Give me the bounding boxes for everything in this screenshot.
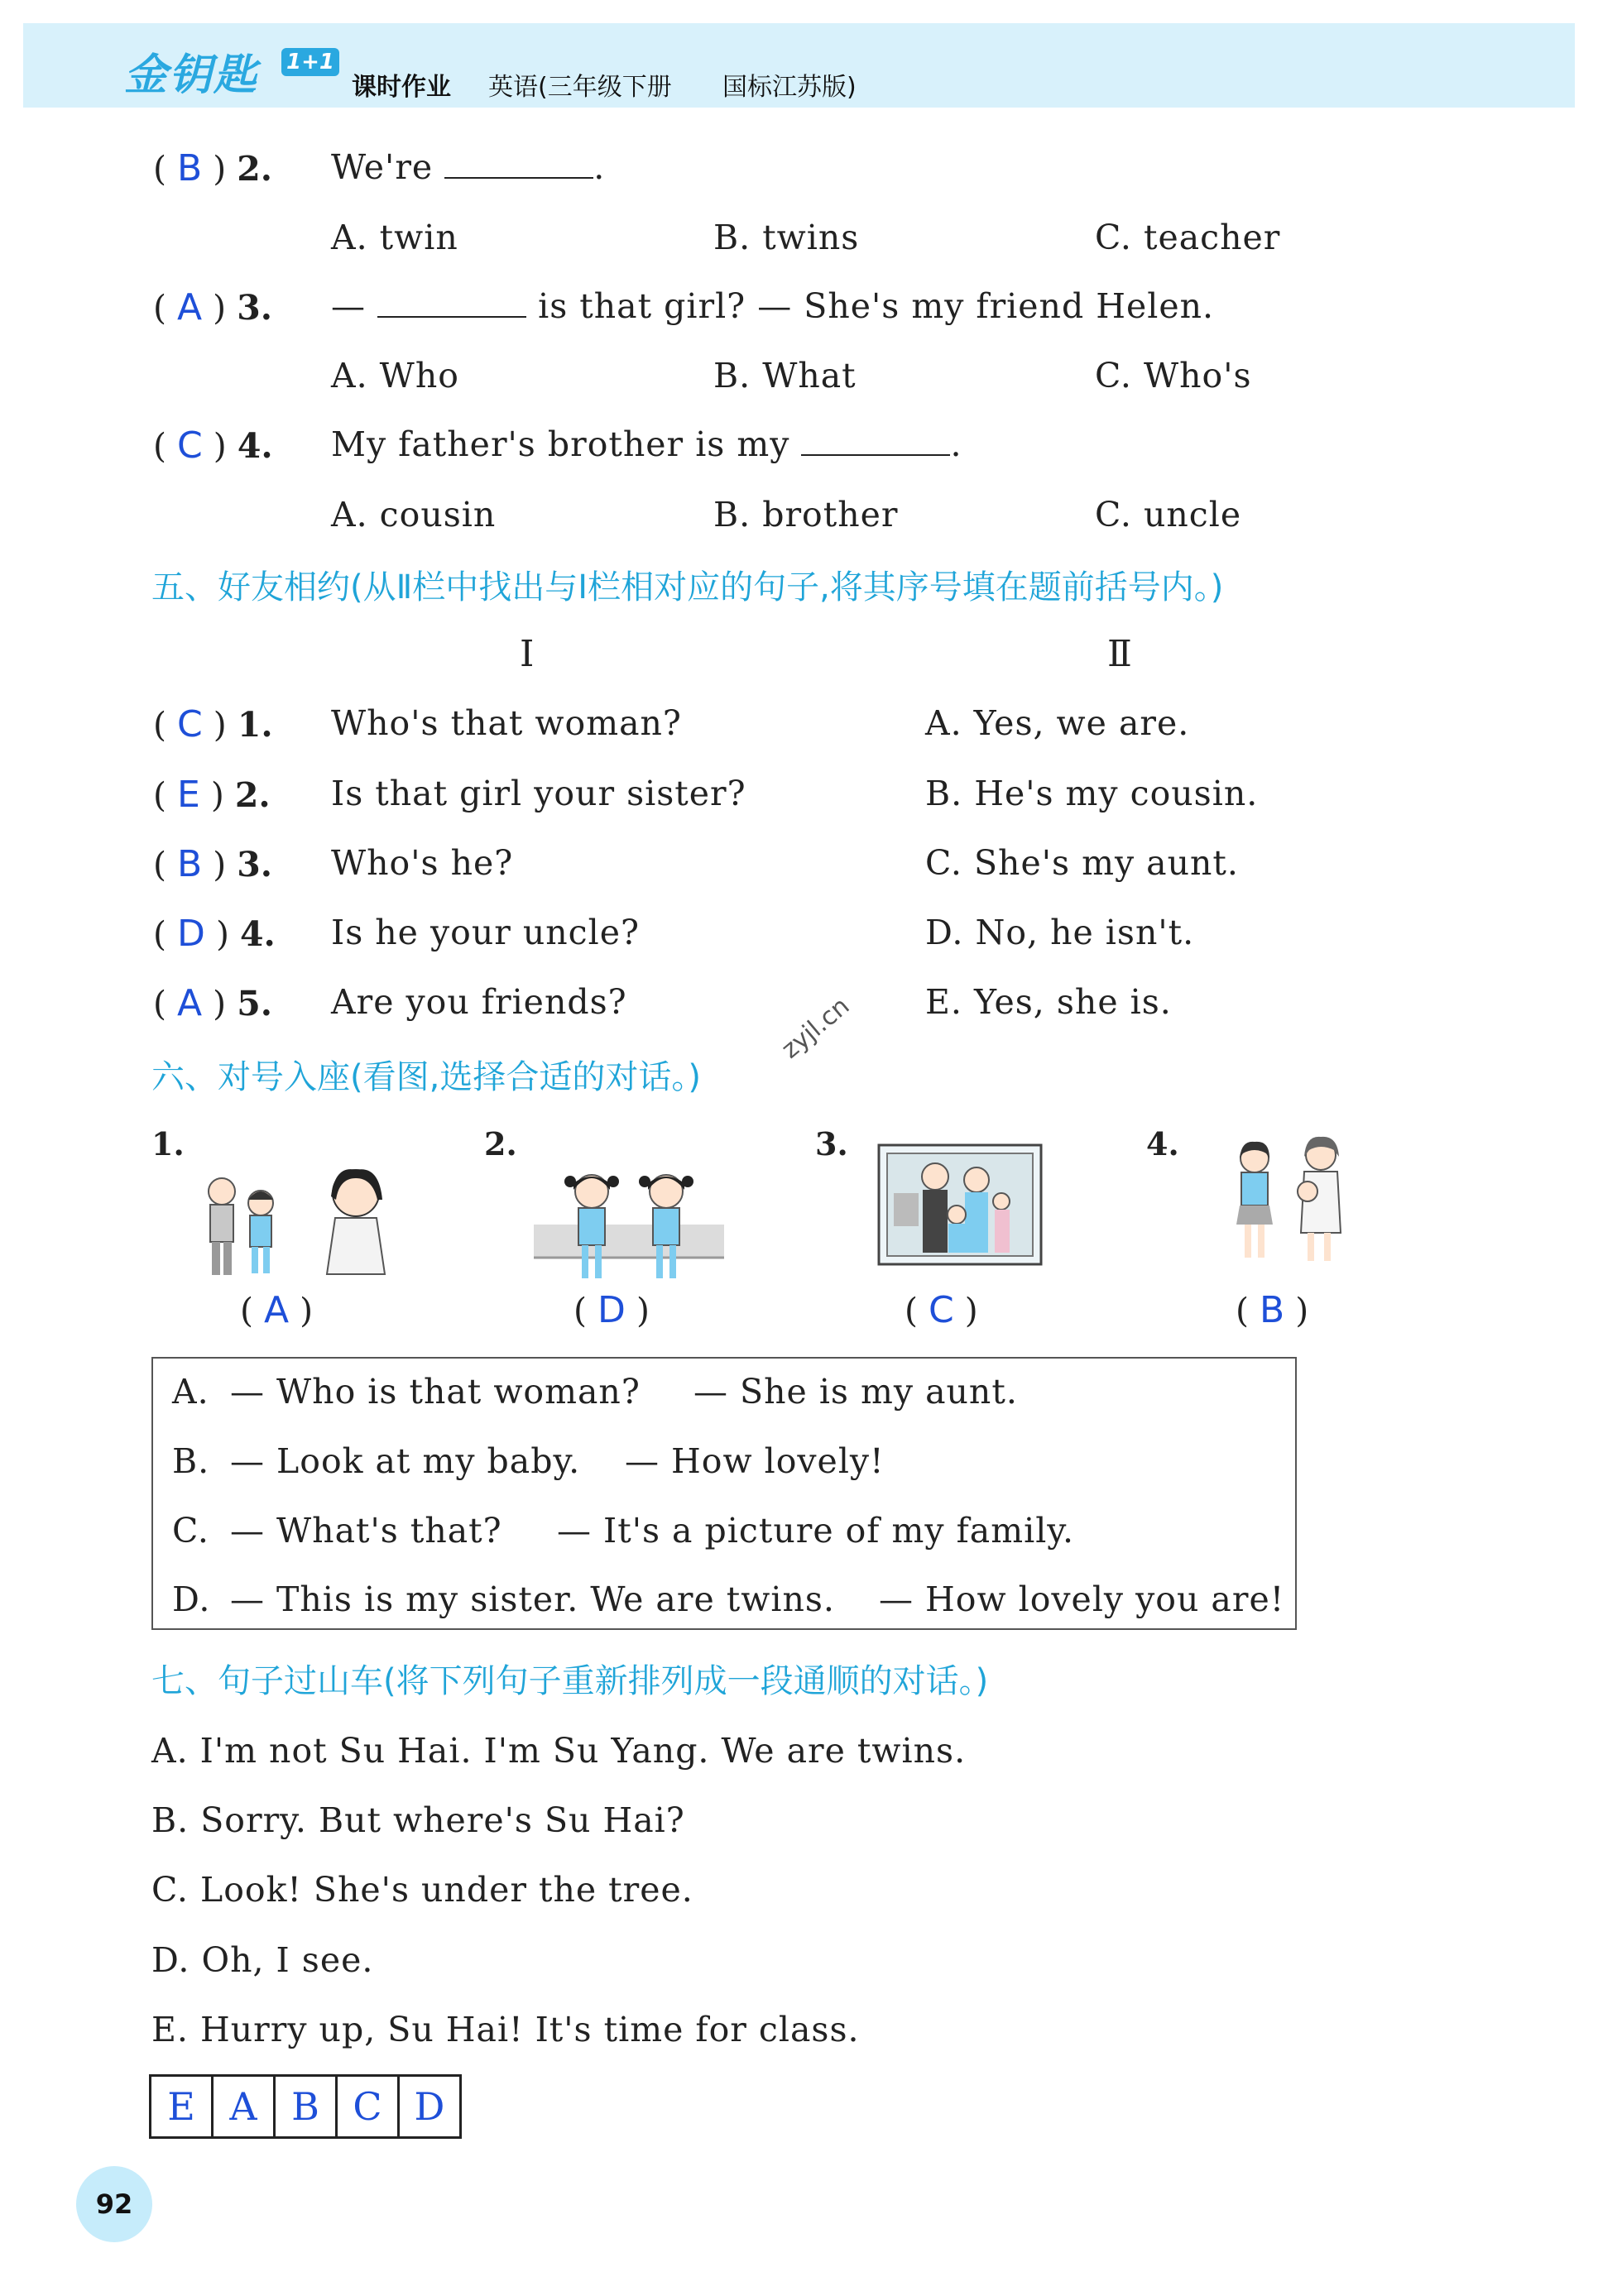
question-4-3-text: — is that girl? — She's my friend Helen. bbox=[331, 286, 1215, 326]
picture-3-number: 3. bbox=[815, 1125, 848, 1162]
picture-2-number: 2. bbox=[484, 1125, 517, 1162]
watermark: zyjl.cn bbox=[775, 991, 856, 1065]
dialogue-answer: — How lovely you are! bbox=[879, 1579, 1285, 1619]
match-question: Is that girl your sister? bbox=[331, 774, 746, 813]
match-row-3: ( B ) 3. bbox=[153, 843, 273, 885]
option-c: C. teacher bbox=[1095, 218, 1281, 257]
match-row-4: ( D ) 4. bbox=[153, 913, 276, 955]
dialogue-answer: — How lovely! bbox=[625, 1441, 885, 1481]
answer: A bbox=[177, 286, 203, 328]
question-4-3: ( A ) 3. bbox=[153, 286, 273, 328]
match-answer: A. Yes, we are. bbox=[925, 703, 1190, 743]
answer-order-boxes bbox=[149, 2074, 462, 2139]
option-a: A. twin bbox=[331, 218, 458, 257]
column-2-header: Ⅱ bbox=[1107, 633, 1132, 675]
edition-title: 国标江苏版) bbox=[722, 73, 857, 102]
section-5-title: 五、好友相约(从Ⅱ栏中找出与Ⅰ栏相对应的句子,将其序号填在题前括号内。) bbox=[151, 568, 1224, 606]
sentence-a: A. I'm not Su Hai. I'm Su Yang. We are twins. bbox=[151, 1731, 967, 1771]
column-1-header: Ⅰ bbox=[520, 633, 535, 675]
picture-2-answer: ( D ) bbox=[573, 1289, 650, 1331]
section-7-title: 七、句子过山车(将下列句子重新排列成一段通顺的对话。) bbox=[151, 1662, 989, 1700]
subject-title: 英语(三年级下册 bbox=[488, 73, 672, 102]
order-cell: E bbox=[151, 2077, 214, 2136]
dialogue-question: — This is my sister. We are twins. bbox=[230, 1579, 835, 1619]
picture-4-number: 4. bbox=[1146, 1125, 1179, 1162]
option-b: B. What bbox=[713, 356, 857, 395]
option-b: B. brother bbox=[713, 495, 899, 534]
family-illustration-1 bbox=[199, 1167, 389, 1282]
question-4-4-text: My father's brother is my . bbox=[331, 424, 962, 464]
answer-blank bbox=[444, 152, 593, 179]
option-c: C. Who's bbox=[1095, 356, 1252, 395]
sentence-b: B. Sorry. But where's Su Hai? bbox=[151, 1800, 685, 1840]
match-question: Is he your uncle? bbox=[331, 913, 640, 952]
section-6-title: 六、对号入座(看图,选择合适的对话。) bbox=[151, 1058, 701, 1096]
answer: B bbox=[177, 147, 203, 189]
dialogue-answer: — She is my aunt. bbox=[693, 1372, 1018, 1412]
dialogue-answer: — It's a picture of my family. bbox=[557, 1511, 1075, 1551]
match-row-1: ( C ) 1. bbox=[153, 703, 273, 745]
order-cell: C bbox=[338, 2077, 400, 2136]
brand-badge: 1+1 bbox=[281, 48, 339, 76]
match-answer: E. Yes, she is. bbox=[925, 982, 1172, 1022]
option-a: A. cousin bbox=[331, 495, 497, 534]
question-4-2: ( B ) 2. bbox=[153, 147, 273, 189]
dialogue-question: — What's that? bbox=[230, 1511, 502, 1551]
match-question: Who's he? bbox=[331, 843, 514, 883]
twins-illustration bbox=[534, 1167, 724, 1287]
sentence-c: C. Look! She's under the tree. bbox=[151, 1870, 693, 1910]
question-4-2-text: We're . bbox=[331, 147, 606, 187]
option-b: B. twins bbox=[713, 218, 860, 257]
order-cell: D bbox=[414, 2084, 445, 2129]
answer-blank bbox=[377, 291, 526, 318]
match-answer: D. No, he isn't. bbox=[925, 913, 1195, 952]
dialogue-label: A. bbox=[172, 1372, 209, 1412]
order-cell: B bbox=[276, 2077, 338, 2136]
match-answer: C. She's my aunt. bbox=[925, 843, 1239, 883]
series-title: 课时作业 bbox=[352, 73, 451, 102]
dialogue-question: — Look at my baby. bbox=[230, 1441, 581, 1481]
answer-blank bbox=[801, 429, 950, 456]
match-question: Who's that woman? bbox=[331, 703, 682, 743]
answer: C bbox=[177, 424, 203, 467]
order-cell: A bbox=[214, 2077, 276, 2136]
brand-logo: 金钥匙 bbox=[124, 50, 259, 100]
family-photo-illustration bbox=[877, 1143, 1043, 1266]
option-c: C. uncle bbox=[1095, 495, 1242, 534]
sentence-e: E. Hurry up, Su Hai! It's time for class. bbox=[151, 2010, 860, 2049]
dialogue-question: — Who is that woman? bbox=[230, 1372, 641, 1412]
sentence-d: D. Oh, I see. bbox=[151, 1940, 374, 1980]
mother-baby-illustration bbox=[1225, 1134, 1357, 1270]
dialogue-label: D. bbox=[172, 1579, 211, 1619]
picture-1-answer: ( A ) bbox=[240, 1289, 314, 1331]
match-row-5: ( A ) 5. bbox=[153, 982, 273, 1024]
dialogue-label: C. bbox=[172, 1511, 209, 1551]
picture-3-answer: ( C ) bbox=[905, 1289, 978, 1331]
dialogue-label: B. bbox=[172, 1441, 210, 1481]
option-a: A. Who bbox=[331, 356, 459, 395]
question-4-4: ( C ) 4. bbox=[153, 424, 273, 467]
match-row-2: ( E ) 2. bbox=[153, 774, 271, 816]
page-number: 92 bbox=[76, 2166, 152, 2242]
match-question: Are you friends? bbox=[331, 982, 627, 1022]
picture-4-answer: ( B ) bbox=[1236, 1289, 1309, 1331]
match-answer: B. He's my cousin. bbox=[925, 774, 1259, 813]
picture-1-number: 1. bbox=[151, 1125, 185, 1162]
